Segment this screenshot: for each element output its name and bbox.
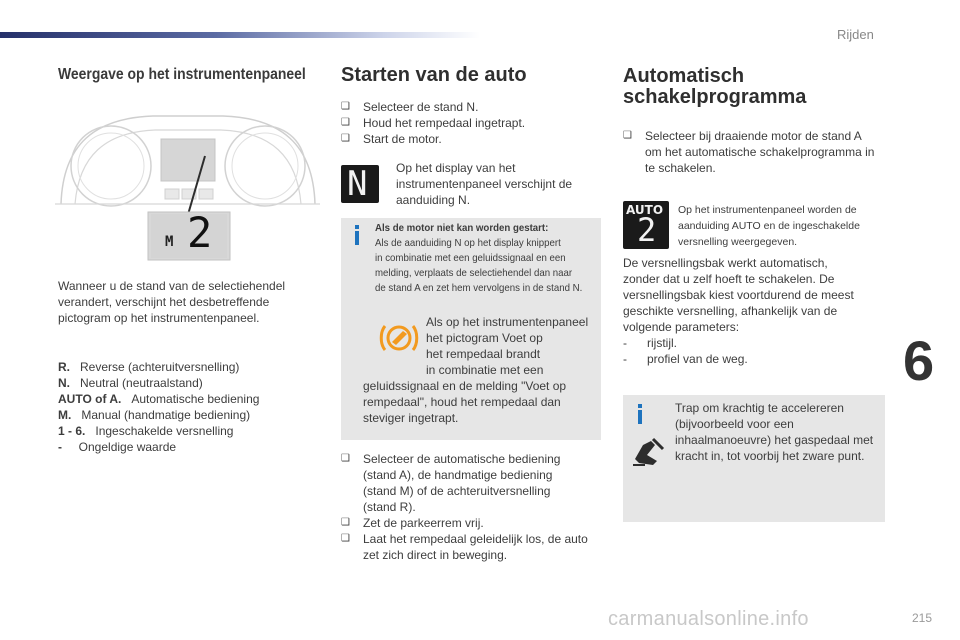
list-item: ❑ Start de motor.	[341, 132, 442, 146]
kickdown-pedal-icon	[631, 435, 665, 467]
list-item: ❑ Selecteer de stand N.	[341, 100, 479, 114]
legend-text: Neutral (neutraalstand)	[80, 376, 203, 390]
auto-display-note: Op het instrumentenpaneel worden de aanduiding AUTO en de ingeschakelde versnelling weergegeven.	[678, 204, 860, 248]
checkbox-bullet-icon: ❑	[341, 533, 350, 544]
legend-text: Automatische bediening	[131, 392, 260, 406]
legend-text: Reverse (achteruitversnelling)	[80, 360, 240, 374]
gear-display-zoom	[151, 208, 227, 258]
list-item: ❑ Selecteer bij draaiende motor de stand A om het automatische schakelprogramma in te schakelen.	[623, 129, 875, 175]
legend-key: 1 - 6.	[58, 424, 86, 438]
gear-legend	[58, 359, 318, 455]
auto-steps-list	[623, 128, 885, 176]
legend-key: M.	[58, 408, 72, 422]
page-number: 215	[912, 611, 933, 625]
legend-row	[58, 439, 318, 455]
list-item: ❑ Selecteer de automatische bediening (stand A), de handmatige bediening (stand M) of de achteruitversnelling (stand R).	[341, 452, 561, 514]
legend-key: R.	[58, 360, 70, 374]
info-icon	[352, 225, 362, 245]
foot-on-brake-icon	[379, 322, 419, 354]
section-label: Rijden	[837, 27, 874, 42]
chapter-number: 6	[903, 329, 935, 392]
legend-key: -	[58, 440, 62, 454]
warning-text: Als de motor niet kan worden gestart: Als de aanduiding N op het display knippert in combinatie met een geluidssignaal en een melding, verplaats de selectiehendel dan naar de stand A en zet hem vervolgens in de stand N.	[375, 222, 583, 294]
acceleration-tip-box	[623, 395, 885, 522]
start-warning-box	[341, 218, 601, 440]
legend-row	[58, 423, 318, 439]
checkbox-bullet-icon: ❑	[341, 117, 350, 128]
legend-text: Ingeschakelde versnelling	[95, 424, 234, 438]
left-column-title: Weergave op het instrumentenpaneel	[58, 66, 306, 83]
legend-text: Ongeldige waarde	[78, 440, 177, 454]
intro-line: Wanneer u de stand van de selectiehendel	[58, 279, 286, 293]
list-item: - profiel van de weg.	[623, 352, 748, 366]
legend-row	[58, 375, 318, 391]
header-accent-bar	[0, 32, 480, 38]
legend-row	[58, 391, 318, 407]
checkbox-bullet-icon: ❑	[341, 101, 350, 112]
foot-note-indented: Als op het instrumentenpaneel het pictogram Voet op het rempedaal brandt in combinatie met een	[426, 315, 589, 377]
after-steps-list	[341, 451, 603, 563]
neutral-display-icon: N	[341, 165, 379, 203]
middle-column-title: Starten van de auto	[341, 64, 527, 86]
intro-line: pictogram op het instrumentenpaneel.	[58, 311, 260, 325]
checkbox-bullet-icon: ❑	[341, 133, 350, 144]
left-intro-paragraph	[58, 278, 318, 326]
checkbox-bullet-icon: ❑	[341, 453, 350, 464]
info-icon	[635, 404, 645, 424]
legend-key: N.	[58, 376, 70, 390]
display-mode-letter: M	[165, 234, 174, 250]
list-item: ❑ Zet de parkeerrem vrij.	[341, 516, 484, 530]
legend-row	[58, 407, 318, 423]
display-gear-digit: 2	[187, 208, 213, 257]
checkbox-bullet-icon: ❑	[341, 517, 350, 528]
auto-description: De versnellingsbak werkt automatisch, zonder dat u zelf hoeft te schakelen. De versnellingsbak kiest voortdurend de meest geschikte versnelling, afhankelijk van de volgende parameters: - rijstijl. - profiel van de weg.	[623, 255, 885, 367]
auto-display-icon: AUTO 2	[623, 201, 669, 249]
intro-line: verandert, verschijnt het desbetreffende	[58, 295, 270, 309]
legend-key: AUTO of A.	[58, 392, 122, 406]
start-steps-list	[341, 99, 601, 147]
list-item: - rijstijl.	[623, 336, 677, 350]
list-item: ❑ Laat het rempedaal geleidelijk los, de auto zet zich direct in beweging.	[341, 532, 588, 562]
tip-text: Trap om krachtig te accelereren (bijvoorbeeld voor een inhaalmanoeuvre) het gaspedaal met kracht in, tot voorbij het zware punt.	[675, 401, 874, 463]
warning-title: Als de motor niet kan worden gestart:	[375, 222, 549, 234]
legend-text: Manual (handmatige bediening)	[81, 408, 251, 422]
neutral-display-note: Op het display van het instrumentenpaneel verschijnt de aanduiding N.	[396, 161, 573, 207]
right-column-title: Automatisch schakelprogramma	[623, 65, 807, 108]
watermark: carmanualsonline.info	[608, 608, 809, 630]
foot-note-full: geluidssignaal en de melding "Voet op rempedaal", houd het rempedaal dan steviger ingetrapt.	[363, 379, 567, 425]
list-item: ❑ Houd het rempedaal ingetrapt.	[341, 116, 526, 130]
legend-row	[58, 359, 318, 375]
checkbox-bullet-icon: ❑	[623, 130, 632, 141]
